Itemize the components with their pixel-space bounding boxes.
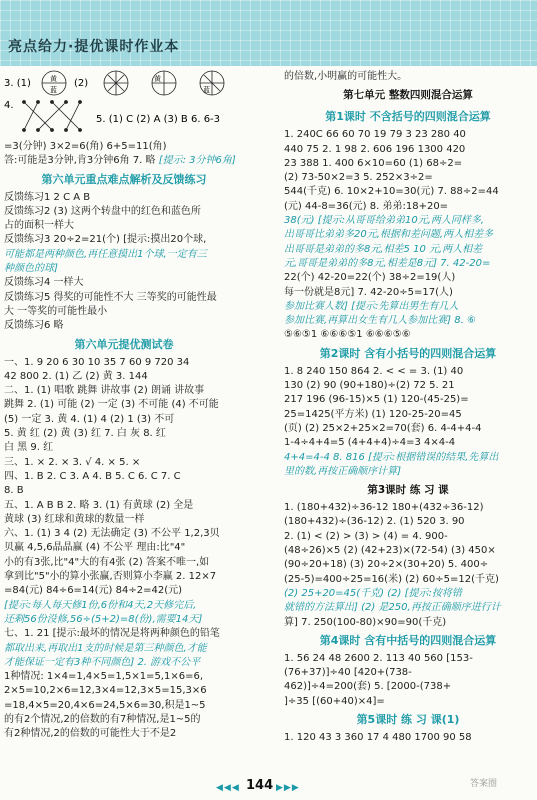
test-line: =84(元) 84÷6=14(元) 84÷2=42(元)	[4, 585, 183, 597]
test-line: (5) 一定 3. 黄 4. (1) 4 (2) 1 (3) 不可	[4, 413, 175, 425]
test-line: 七、1. 21 [提示:最坏的情况是将两种颜色的铅笔	[4, 628, 220, 640]
lesson2-line: 217 196 (96-15)×5 (1) 120-(45-25)=	[284, 394, 469, 406]
lesson2-line: 4+4=4-4 8. 816 [提示:根据错误的结果,先算出	[284, 451, 499, 463]
lesson1-line: 440 75 2. 1 98 2. 606 196 1300 420	[284, 143, 466, 155]
lesson1-line: 每一份就是8元] 7. 42-20÷5=17(人)	[284, 286, 453, 298]
lesson2-line: (页) (2) 25×2+25×2=70(套) 6. 4-4+4-4	[284, 422, 482, 434]
test-line: 还剩56份没修,56÷(5+2)=8(份),需要14天]	[4, 613, 203, 625]
matching-svg	[4, 96, 244, 140]
feedback-line: 可能都是两种颜色,再任意摸出1个球,一定有三	[4, 248, 207, 260]
q5-answer: 5. (1) C (2) A (3) B 6. 6-3	[96, 114, 221, 125]
text-line	[4, 154, 244, 168]
section-heading-unit6-test: 第六单元提优测试卷	[74, 337, 174, 351]
lesson2-line: 1. 8 240 150 864 2. < < = 3. (1) 40	[284, 365, 464, 377]
lesson3-line: 1. (180+432)÷36-12 180+(432÷36-12)	[284, 502, 484, 514]
tip-text: [提示: 3分钟6角]	[158, 155, 236, 167]
feedback-line: 反馈练习3 20÷2=21(个) [提示:摸出20个球,	[4, 234, 207, 246]
spinner-3	[152, 71, 176, 95]
lesson1-line: ⑤⑥⑤1 ⑥⑥⑥⑤1 ⑥⑥⑥⑤⑥	[284, 329, 411, 341]
text-span: 答:可能是3分钟,肯3分钟6角 7. 略	[4, 155, 156, 167]
test-line: 1种情况: 1×4=1,4×5=1,5×1=5,1×6=6,	[4, 671, 204, 683]
lesson1-line: 出哥哥比弟弟多20元,根据和差问题,两人相差多	[284, 229, 494, 241]
lesson3-line: 算] 7. 250(100-80)×90=90(千克)	[284, 616, 447, 628]
lesson3-line: 就错的方法算出] (2) 是250,再按正确顺序进行计	[284, 602, 501, 614]
spinner-3-label: 黄	[154, 75, 161, 83]
test-line: 跳舞 2. (1) 可能 (2) 一定 (3) 不可能 (4) 不可能	[4, 399, 219, 411]
lesson1-heading: 第1课时 不含括号的四则混合运算	[325, 110, 491, 124]
lesson2-heading: 第2课时 含有小括号的四则混合运算	[319, 346, 497, 360]
watermark-logo: 答案圈	[470, 779, 498, 789]
spinner-4	[200, 71, 224, 95]
unit7-heading: 第七单元 整数四则混合运算	[343, 89, 473, 102]
test-line: 才能保证一定有3种不同颜色] 2. 游戏不公平	[4, 656, 201, 668]
lesson3-heading: 第3课时 练 习 课	[367, 484, 449, 497]
feedback-line: 反馈练习5 得奖的可能性不大 三等奖的可能性最	[4, 291, 217, 303]
feedback-line: 占的面积一样大	[4, 220, 74, 232]
spinner-1	[42, 71, 66, 95]
test-line: 小的有3张,比"4"大的有4张 (2) 答案不唯一,如	[4, 556, 210, 568]
test-line: 拿到比"5"小的算小张赢,否则算小李赢 2. 12×7	[4, 571, 217, 583]
lesson1-line: 23 388 1. 400 6×10=60 (1) 68÷2=	[284, 157, 463, 169]
feedback-line: 反馈练习1 2 C A B	[4, 191, 91, 203]
lesson1-line: 参加比赛人数] [提示:先算出男生有几人	[284, 300, 459, 312]
test-line: 有2种情况,2的倍数的可能性大于不是2	[4, 728, 177, 740]
lesson1-line: (元) 44-8=36(元) 8. 弟弟:18+20=	[284, 200, 449, 212]
test-line: 五、1. A B B 2. 略 3. (1) 有黄球 (2) 全是	[4, 499, 194, 511]
test-line: 六、1. (1) 3 4 (2) 无法确定 (3) 不公平 1,2,3贝	[4, 528, 220, 540]
lesson3-line: (2) 25+20=45(千克) (2) [提示:按将错	[284, 587, 462, 599]
lesson1-line: 参加比赛,再算出女生有几人参加比赛] 8. ⑥	[284, 315, 476, 327]
lesson4-line: (76+37)]÷40 [420+(738-	[284, 667, 412, 679]
lesson1-line: 元,哥哥是弟弟的多8元,相差是8元] 7. 42-20=	[284, 257, 491, 269]
lesson2-line: 25=1425(平方米) (1) 120-25-20=45	[284, 408, 462, 420]
test-line: 一、1. 9 20 6 30 10 35 7 60 9 720 34	[4, 356, 190, 368]
feedback-line: 大 一等奖的可能性最小	[4, 305, 108, 317]
test-line: 黄球 (3) 红球和黄球的数量一样	[4, 513, 145, 525]
lesson5-heading: 第5课时 练 习 课(1)	[356, 712, 460, 726]
q3-sub: (2)	[74, 78, 89, 89]
page-number: 144	[246, 778, 274, 793]
lesson2-line: 130 (2) 90 (90+180)÷(2) 72 5. 21	[284, 380, 455, 392]
lesson3-line: (90÷20+18) (3) 20÷2×(30+20) 5. 400÷	[284, 559, 489, 571]
book-title: 亮点给力·提优课时作业本	[8, 39, 180, 55]
lesson1-line: 22(个) 42-20=22(个) 38÷2=19(人)	[284, 272, 456, 284]
lesson1-line: 1. 240C 66 60 70 19 79 3 23 280 40	[284, 129, 466, 141]
test-line: 四、1. B 2. C 3. A 4. B 5. C 6. C 7. C	[4, 470, 181, 482]
q3-label: 3. (1)	[4, 78, 31, 89]
spinner-1-label: 黄	[50, 75, 57, 83]
test-line: [提示:每人每天修1份,6份和4天,2天修完后,	[4, 599, 197, 611]
lesson3-line: (48÷26)×5 (2) (42+23)×(72-54) (3) 450×	[284, 545, 496, 557]
spinner-4-label: 蓝	[203, 86, 210, 94]
test-line: 三、1. × 2. × 3. √ 4. × 5. ×	[4, 456, 141, 468]
spinner-figures	[4, 70, 244, 96]
spinner-2	[104, 71, 128, 95]
test-line: 的有2个情况,2的倍数的有7种情况,是1~5的	[4, 713, 201, 725]
test-line: 42 800 2. (1) 乙 (2) 黄 3. 144	[4, 370, 148, 382]
prev-arrows-icon: ◀◀◀	[216, 783, 240, 793]
lesson3-line: (180+432)÷(36-12) 2. (1) 520 3. 90	[284, 516, 465, 528]
page-header	[0, 0, 537, 66]
test-line: 5. 黄 红 (2) 黄 (3) 红 7. 白 灰 8. 红	[4, 428, 166, 440]
text-line: 的倍数,小明赢的可能性大。	[284, 71, 408, 82]
feedback-line: 反馈练习4 一样大	[4, 277, 84, 289]
lesson5-line: 1. 120 43 3 360 17 4 480 1700 90 58	[284, 731, 472, 743]
left-column	[4, 70, 244, 742]
lesson3-line: (25-5)=400÷25=16(米) (2) 60÷5=12(千克)	[284, 573, 499, 585]
lesson1-line: 38(元) [提示:从哥哥给弟弟10元,两人同样多,	[284, 215, 485, 227]
text-line: =3(分钟) 3×2=6(角) 6+5=11(角)	[4, 141, 167, 152]
matching-lines	[23, 101, 82, 132]
spinner-svg	[4, 70, 244, 96]
spinner-1-label-b: 蓝	[50, 86, 57, 94]
test-line: 都取出来,再取出1支的时候是第三种颜色,才能	[4, 642, 207, 654]
test-line: 二、1. (1) 唱歌 跳舞 讲故事 (2) 朗诵 讲故事	[4, 385, 205, 397]
page-footer	[0, 773, 537, 800]
lesson2-line: 1-4÷4+4=5 (4+4+4)÷4=3 4×4-4	[284, 437, 456, 449]
next-arrows-icon: ▶▶▶	[276, 783, 300, 793]
lesson3-line: 2. (1) < (2) > (3) > (4) = 4. 900-	[284, 530, 448, 542]
section-heading-unit6: 第六单元重点难点解析及反馈练习	[41, 172, 207, 186]
lesson4-line: 462)]÷4=200(套) 5. [2000-(738+	[284, 681, 452, 693]
right-column	[284, 70, 532, 745]
lesson1-line: (2) 73-50×2=3 5. 252×3÷2=	[284, 172, 433, 184]
q4-label: 4.	[4, 100, 14, 111]
test-line: =18,4×5=20,4×6=24,5×6=30,积是1~5	[4, 699, 206, 711]
feedback-line: 反馈练习2 (3) 这两个转盘中的红色和蓝色所	[4, 205, 201, 217]
feedback-line: 种颜色的球]	[4, 263, 58, 275]
lesson4-line: 1. 56 24 48 2600 2. 113 40 560 [153-	[284, 652, 473, 664]
test-line: 8. B	[4, 485, 24, 497]
test-line: 2×5=10,2×6=12,3×4=12,3×5=15,3×6	[4, 685, 207, 697]
lesson1-line: 出哥哥是弟弟的多8元,相差5 10 元,两人相差	[284, 243, 483, 255]
lesson4-heading: 第4课时 含有中括号的四则混合运算	[319, 633, 497, 647]
lesson2-line: 里的数,再按正确顺序计算]	[284, 465, 402, 477]
feedback-line: 反馈练习6 略	[4, 320, 64, 332]
test-line: 贝赢 4,5,6晶晶赢 (4) 不公平 理由:比"4"	[4, 542, 186, 554]
matching-figure	[4, 96, 244, 140]
lesson1-line: 544(千克) 6. 10×2+10=30(元) 7. 88÷2=44	[284, 186, 499, 198]
lesson4-line: ]÷35 [(60+40)×4]=	[284, 695, 385, 707]
test-line: 白 黑 9. 红	[4, 442, 54, 454]
